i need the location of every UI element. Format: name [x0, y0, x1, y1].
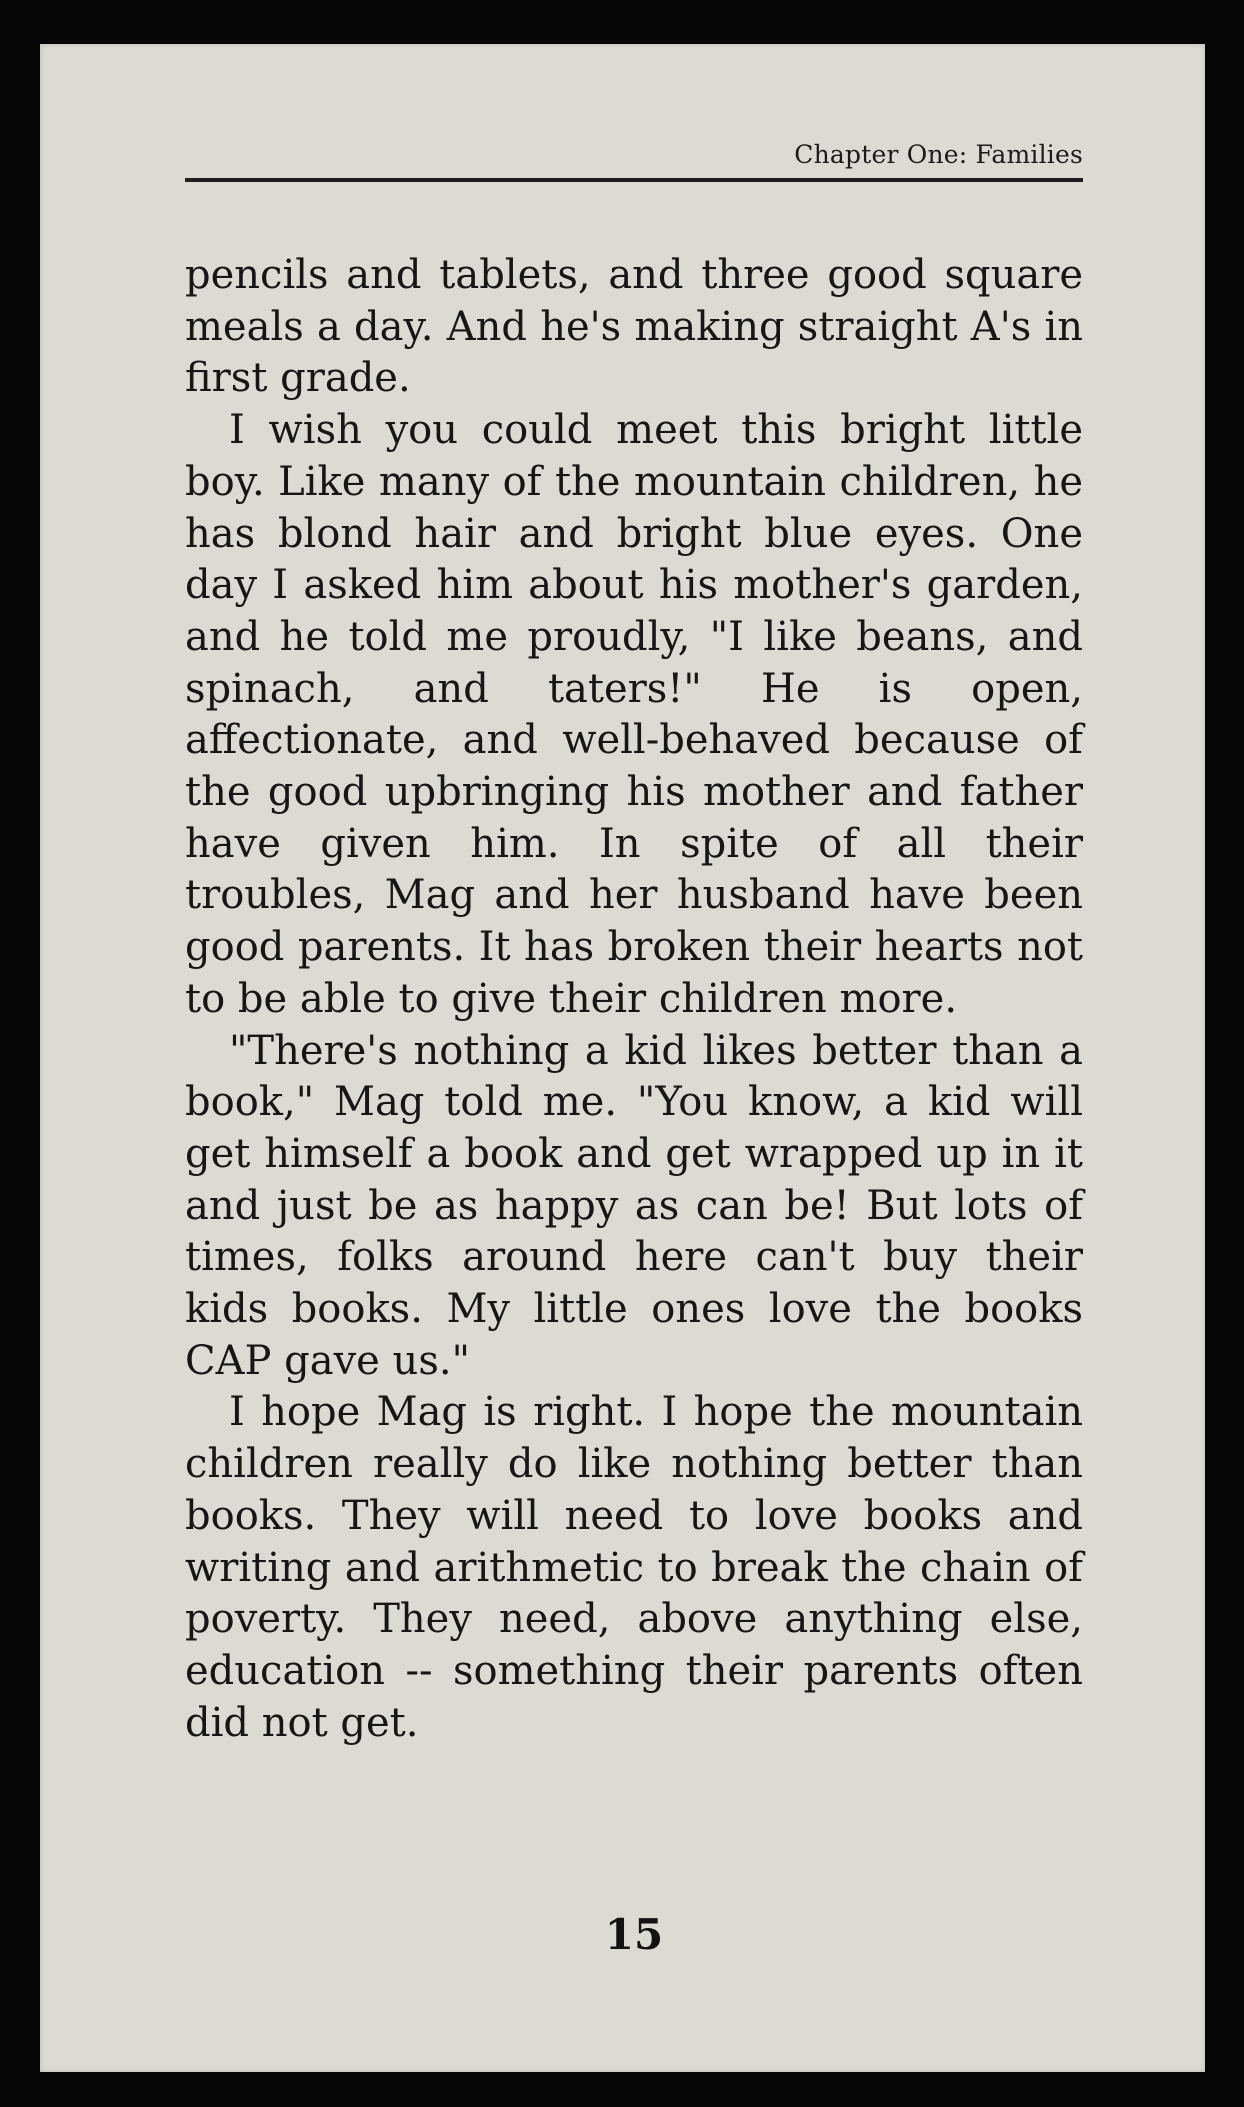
- page-number: 15: [604, 1910, 664, 1959]
- header-rule: [185, 178, 1083, 182]
- running-header: Chapter One: Families: [794, 140, 1083, 169]
- paragraph-continued: pencils and tablets, and three good square meals a day. And he's making straight A's in first grade.: [185, 252, 1083, 402]
- body-text: [185, 250, 1083, 1749]
- paragraph: I hope Mag is right. I hope the mountain children really do like nothing better than books. They will need to love books and writing and arithmetic to break the chain of poverty. They need, above anything else, education -- something their parents often did not get.: [185, 1389, 1083, 1746]
- paragraph: "There's nothing a kid likes better than a book," Mag told me. "You know, a kid will get himself a book and get wrapped up in it and just be as happy as can be! But lots of times, folks around here can't buy their kids books. My little ones love the books CAP gave us.": [185, 1027, 1083, 1384]
- paragraph: I wish you could meet this bright little boy. Like many of the mountain children, he has blond hair and bright blue eyes. One day I asked him about his mother's garden, and he told me proudly, "I like beans, and spinach, and taters!" He is open, affectionate, and well-behaved because of the good upbringing his mother and father have given him. In spite of all their troubles, Mag and her husband have been good parents. It has broken their hearts not to be able to give their children more.: [185, 407, 1083, 1022]
- book-page: [40, 44, 1205, 2072]
